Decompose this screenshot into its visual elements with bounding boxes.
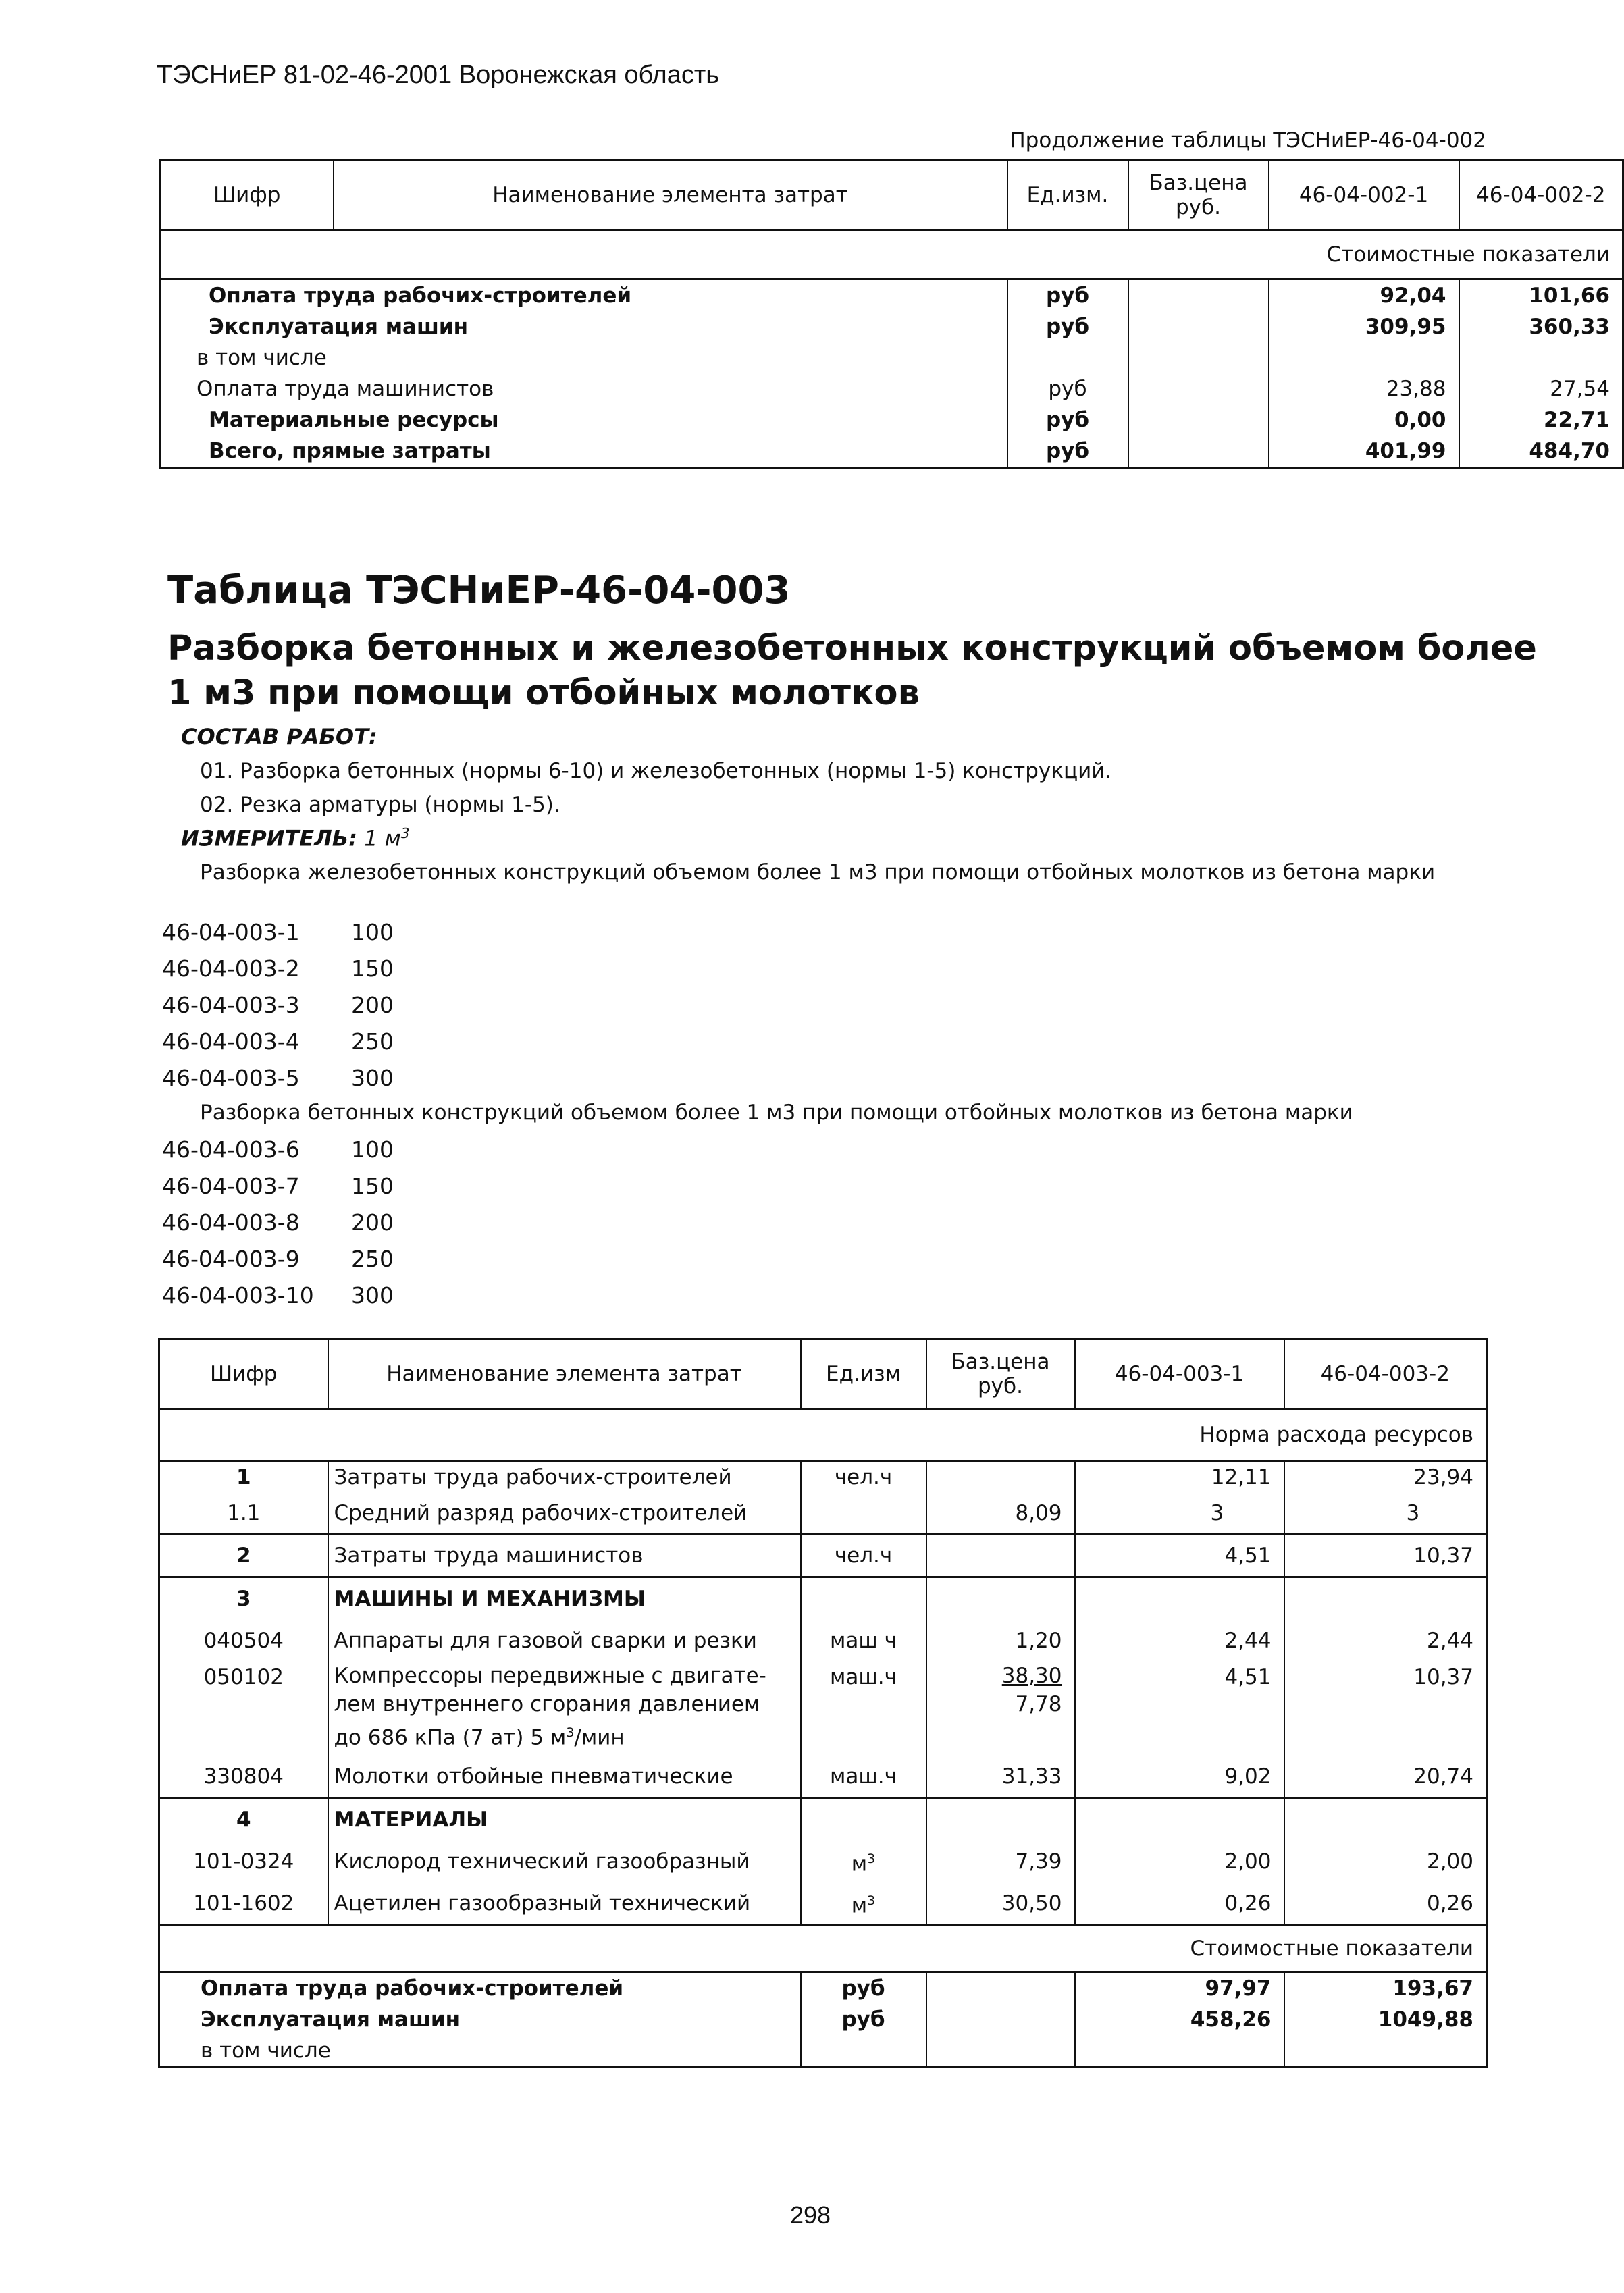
list-item (162, 1024, 394, 1060)
row-unit: руб (1007, 373, 1128, 404)
row-price (926, 2004, 1075, 2035)
row-name: Оплата труда рабочих-строителей (159, 1972, 801, 2005)
document-header: ТЭСНиЕР 81-02-46-2001 Воронежская область (157, 61, 720, 89)
measure-line (181, 825, 409, 851)
row-price: 1,20 (926, 1620, 1075, 1662)
row-value-2: 22,71 (1459, 404, 1623, 436)
row-price (1128, 404, 1269, 436)
col-header-name: Наименование элемента затрат (334, 161, 1007, 230)
list-item (162, 1241, 394, 1277)
row-value-1 (1269, 342, 1459, 373)
col-header-price: Баз.цена руб. (1128, 161, 1269, 230)
section-heading (167, 627, 1537, 716)
row-unit: маш.ч (801, 1662, 926, 1756)
row-name: МАТЕРИАЛЫ (328, 1798, 801, 1841)
table-46-04-003 (158, 1338, 1488, 2068)
row-unit (801, 1493, 926, 1535)
row-unit: руб (1007, 404, 1128, 436)
row-unit: руб (1007, 280, 1128, 312)
row-value-2: 2,44 (1284, 1620, 1487, 1662)
work-item: 01. Разборка бетонных (нормы 6-10) и железобетонных (нормы 1-5) конструкций. (200, 759, 1112, 783)
norm-code: 46-04-003-3 (162, 992, 300, 1018)
table-row (159, 1535, 1487, 1577)
table-row (159, 1662, 1487, 1756)
norm-code: 46-04-003-2 (162, 955, 300, 982)
concrete-grade: 100 (351, 919, 394, 945)
row-unit: руб (1007, 436, 1128, 468)
row-value-2 (1284, 2035, 1487, 2067)
row-name (328, 1662, 801, 1756)
row-price (926, 1798, 1075, 1841)
list-item (162, 1205, 394, 1241)
row-unit (801, 1841, 926, 1882)
table-row (159, 1798, 1487, 1841)
row-unit (801, 2035, 926, 2067)
list-item (162, 951, 394, 987)
row-name: Аппараты для газовой сварки и резки (328, 1620, 801, 1662)
row-value-1: 92,04 (1269, 280, 1459, 312)
row-value-1 (1075, 1577, 1284, 1620)
row-value-2: 10,37 (1284, 1535, 1487, 1577)
row-value-2 (1284, 1798, 1487, 1841)
col-header-norm-2: 46-04-003-2 (1284, 1340, 1487, 1409)
row-unit: чел.ч (801, 1461, 926, 1494)
row-price-1: 38,30 (1001, 1664, 1062, 1688)
table-title: Таблица ТЭСНиЕР-46-04-003 (167, 569, 791, 612)
row-name: Оплата труда машинистов (161, 373, 1007, 404)
col-header-unit: Ед.изм (801, 1340, 926, 1409)
row-code: 4 (159, 1798, 328, 1841)
norm-code: 46-04-003-5 (162, 1065, 300, 1091)
table-row (159, 1620, 1487, 1662)
table-header-row (159, 1340, 1487, 1409)
row-value-1: 0,26 (1075, 1882, 1284, 1926)
concrete-grade: 250 (351, 1028, 394, 1055)
table-row (159, 1461, 1487, 1494)
list-item (162, 1132, 394, 1168)
measure-label: ИЗМЕРИТЕЛЬ: (181, 825, 357, 851)
row-unit (801, 1882, 926, 1926)
continuation-caption: Продолжение таблицы ТЭСНиЕР-46-04-002 (1010, 128, 1486, 153)
list-item (162, 1277, 394, 1314)
row-price (926, 2035, 1075, 2067)
row-value-2 (1459, 342, 1623, 373)
table-row (161, 436, 1623, 468)
row-value-1: 2,44 (1075, 1620, 1284, 1662)
row-value-1: 3 (1075, 1493, 1284, 1535)
row-price (926, 1662, 1075, 1756)
table-row (159, 1841, 1487, 1882)
col-header-norm-1: 46-04-002-1 (1269, 161, 1459, 230)
table-row (159, 2004, 1487, 2035)
row-value-2: 10,37 (1284, 1662, 1487, 1756)
row-name: Затраты труда рабочих-строителей (328, 1461, 801, 1494)
row-value-2: 23,94 (1284, 1461, 1487, 1494)
row-name: Эксплуатация машин (161, 311, 1007, 342)
row-value-1: 97,97 (1075, 1972, 1284, 2005)
norm-code: 46-04-003-4 (162, 1028, 300, 1055)
section-label: Стоимостные показатели (161, 230, 1623, 280)
row-price (1128, 311, 1269, 342)
row-value-1: 0,00 (1269, 404, 1459, 436)
concrete-grade: 200 (351, 992, 394, 1018)
row-price (926, 1461, 1075, 1494)
row-name: Средний разряд рабочих-строителей (328, 1493, 801, 1535)
row-name: МАШИНЫ И МЕХАНИЗМЫ (328, 1577, 801, 1620)
row-name: Кислород технический газообразный (328, 1841, 801, 1882)
col-header-name: Наименование элемента затрат (328, 1340, 801, 1409)
row-value-2: 1049,88 (1284, 2004, 1487, 2035)
row-name-line: Компрессоры передвижные с двигате- (334, 1664, 766, 1688)
table-46-04-002-continuation (159, 159, 1624, 469)
concrete-grade: 250 (351, 1246, 394, 1272)
list-item (162, 1168, 394, 1205)
row-value-1: 4,51 (1075, 1535, 1284, 1577)
row-price (926, 1972, 1075, 2005)
row-value-2: 2,00 (1284, 1841, 1487, 1882)
list-item (162, 1060, 394, 1097)
col-header-price: Баз.цена руб. (926, 1340, 1075, 1409)
row-name: в том числе (159, 2035, 801, 2067)
concrete-grade: 300 (351, 1065, 394, 1091)
norm-list-group-2 (162, 1132, 394, 1314)
norm-code: 46-04-003-6 (162, 1136, 300, 1163)
row-unit: руб (1007, 311, 1128, 342)
row-value-1 (1075, 2035, 1284, 2067)
row-name: Оплата труда рабочих-строителей (161, 280, 1007, 312)
section-title-block (167, 569, 790, 612)
row-value-2: 27,54 (1459, 373, 1623, 404)
work-composition-label: СОСТАВ РАБОТ: (181, 724, 377, 749)
row-code: 2 (159, 1535, 328, 1577)
table-row (161, 404, 1623, 436)
row-value-2: 484,70 (1459, 436, 1623, 468)
section-row (159, 1926, 1487, 1972)
row-unit: чел.ч (801, 1535, 926, 1577)
measure-sup: 3 (400, 825, 410, 841)
table-row (161, 373, 1623, 404)
table-row (159, 2035, 1487, 2067)
row-value-1: 458,26 (1075, 2004, 1284, 2035)
row-code: 101-0324 (159, 1841, 328, 1882)
row-value-2: 0,26 (1284, 1882, 1487, 1926)
row-name: Затраты труда машинистов (328, 1535, 801, 1577)
concrete-grade: 100 (351, 1136, 394, 1163)
unit-sup: 3 (867, 1851, 876, 1867)
row-name-text: до 686 кПа (7 ат) 5 м (334, 1725, 567, 1750)
row-code: 101-1602 (159, 1882, 328, 1926)
section-label: Стоимостные показатели (159, 1926, 1487, 1972)
row-price (926, 1535, 1075, 1577)
row-value-2: 20,74 (1284, 1756, 1487, 1798)
row-price (926, 1577, 1075, 1620)
concrete-grade: 150 (351, 1173, 394, 1199)
table-header-row (161, 161, 1623, 230)
row-name: Ацетилен газообразный технический (328, 1882, 801, 1926)
table-row (159, 1756, 1487, 1798)
row-code: 1.1 (159, 1493, 328, 1535)
norm-code: 46-04-003-10 (162, 1282, 314, 1309)
concrete-grade: 150 (351, 955, 394, 982)
row-value-2: 193,67 (1284, 1972, 1487, 2005)
list-item (162, 987, 394, 1024)
row-price-2: 7,78 (1015, 1692, 1062, 1716)
row-value-2: 101,66 (1459, 280, 1623, 312)
row-value-1: 4,51 (1075, 1662, 1284, 1756)
table-row (159, 1493, 1487, 1535)
work-composition (181, 724, 377, 749)
row-value-2: 3 (1284, 1493, 1487, 1535)
unit-text: м (851, 1893, 868, 1918)
col-header-norm-1: 46-04-003-1 (1075, 1340, 1284, 1409)
row-code: 3 (159, 1577, 328, 1620)
table-row (161, 342, 1623, 373)
page-number: 298 (790, 2201, 831, 2229)
row-price: 31,33 (926, 1756, 1075, 1798)
row-value-1: 12,11 (1075, 1461, 1284, 1494)
row-code: 050102 (159, 1662, 328, 1756)
norm-list-group-1 (162, 914, 394, 1097)
unit-sup: 3 (867, 1893, 876, 1909)
row-unit: руб (801, 2004, 926, 2035)
row-name: Эксплуатация машин (159, 2004, 801, 2035)
table-row (161, 311, 1623, 342)
row-value-1: 2,00 (1075, 1841, 1284, 1882)
measure-value: 1 м (364, 825, 401, 851)
row-code: 330804 (159, 1756, 328, 1798)
row-name: Молотки отбойные пневматические (328, 1756, 801, 1798)
row-value-2 (1284, 1577, 1487, 1620)
row-value-1: 309,95 (1269, 311, 1459, 342)
col-header-code: Шифр (161, 161, 334, 230)
concrete-grade: 300 (351, 1282, 394, 1309)
row-name-line: лем внутреннего сгорания давлением (334, 1692, 760, 1716)
row-name: в том числе (161, 342, 1007, 373)
row-value-1: 401,99 (1269, 436, 1459, 468)
row-unit: руб (801, 1972, 926, 2005)
norm-code: 46-04-003-9 (162, 1246, 300, 1272)
row-name-end: /мин (574, 1725, 625, 1750)
row-price (1128, 280, 1269, 312)
heading-line-1: Разборка бетонных и железобетонных конструкций объемом более (167, 629, 1537, 668)
row-name: Всего, прямые затраты (161, 436, 1007, 468)
heading-line-2: 1 м3 при помощи отбойных молотков (167, 673, 920, 713)
work-item: 02. Резка арматуры (нормы 1-5). (200, 793, 560, 817)
norm-code: 46-04-003-7 (162, 1173, 300, 1199)
norm-code: 46-04-003-1 (162, 919, 300, 945)
row-price: 8,09 (926, 1493, 1075, 1535)
norm-code: 46-04-003-8 (162, 1209, 300, 1236)
section-row (161, 230, 1623, 280)
table-row (159, 1972, 1487, 2005)
section-label: Норма расхода ресурсов (159, 1409, 1487, 1461)
row-name-sup: 3 (566, 1725, 575, 1740)
list-item (162, 914, 394, 951)
row-unit (801, 1798, 926, 1841)
row-price: 30,50 (926, 1882, 1075, 1926)
row-price (1128, 342, 1269, 373)
row-unit: маш.ч (801, 1756, 926, 1798)
col-header-norm-2: 46-04-002-2 (1459, 161, 1623, 230)
row-name-line (334, 1718, 788, 1751)
group1-description: Разборка железобетонных конструкций объемом более 1 м3 при помощи отбойных молотков из бетона марки (200, 860, 1436, 885)
group2-description: Разборка бетонных конструкций объемом более 1 м3 при помощи отбойных молотков из бетона марки (200, 1101, 1353, 1125)
row-price: 7,39 (926, 1841, 1075, 1882)
row-unit (801, 1577, 926, 1620)
row-unit (1007, 342, 1128, 373)
row-price (1128, 436, 1269, 468)
row-value-1: 23,88 (1269, 373, 1459, 404)
row-code: 040504 (159, 1620, 328, 1662)
unit-text: м (851, 1851, 868, 1876)
table-row (159, 1577, 1487, 1620)
row-name: Материальные ресурсы (161, 404, 1007, 436)
table-row (159, 1882, 1487, 1926)
col-header-unit: Ед.изм. (1007, 161, 1128, 230)
row-price (1128, 373, 1269, 404)
row-value-1: 9,02 (1075, 1756, 1284, 1798)
table-row (161, 280, 1623, 312)
row-code: 1 (159, 1461, 328, 1494)
row-unit: маш ч (801, 1620, 926, 1662)
row-value-2: 360,33 (1459, 311, 1623, 342)
concrete-grade: 200 (351, 1209, 394, 1236)
section-row (159, 1409, 1487, 1461)
col-header-code: Шифр (159, 1340, 328, 1409)
row-value-1 (1075, 1798, 1284, 1841)
